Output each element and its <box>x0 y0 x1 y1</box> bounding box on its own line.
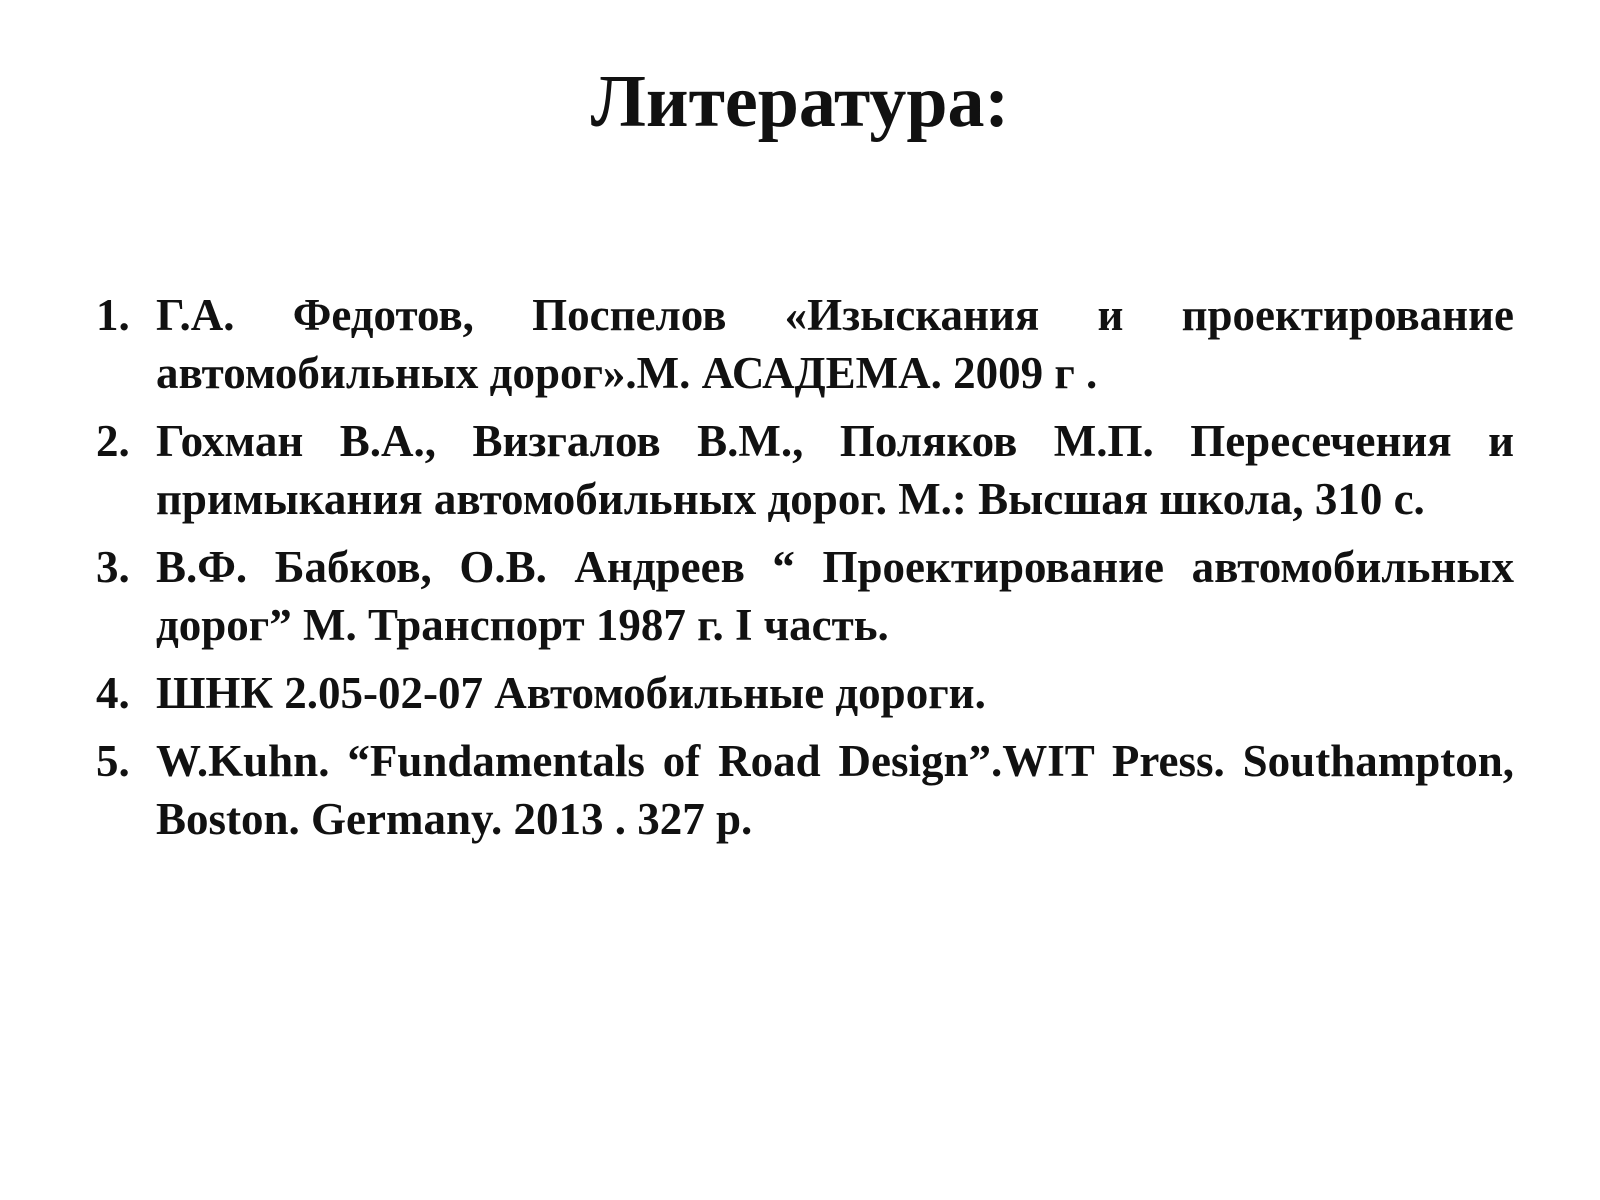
list-item <box>96 664 1514 722</box>
list-item <box>96 732 1514 848</box>
list-item-number: 2. <box>96 416 130 466</box>
list-item-text: В.Ф. Бабков, О.В. Андреев “ Проектирование автомобильных дорог” М. Транспорт 1987 г. I часть. <box>156 542 1514 650</box>
list-item-text: ШНК 2.05-02-07 Автомобильные дороги. <box>156 668 986 718</box>
list-item <box>96 286 1514 402</box>
list-item-number: 4. <box>96 668 130 718</box>
list-item-text: Гохман В.А., Визгалов В.М., Поляков М.П. Пересечения и примыкания автомобильных дорог. М.: Высшая школа, 310 с. <box>156 416 1514 524</box>
list-item <box>96 412 1514 528</box>
list-item-number: 5. <box>96 736 130 786</box>
list-item-number: 3. <box>96 542 130 592</box>
reference-list <box>96 286 1514 858</box>
list-item <box>96 538 1514 654</box>
list-item-text: W.Kuhn. “Fundamentals of Road Design”.WIT Press. Southampton, Boston. Germany. 2013 . 327 p. <box>156 736 1514 844</box>
list-item-text: Г.А. Федотов, Поспелов «Изыскания и проектирование автомобильных дорог».М. АСАДЕМА. 2009 г . <box>156 290 1514 398</box>
list-item-number: 1. <box>96 290 130 340</box>
page-title: Литература: <box>590 61 1010 143</box>
